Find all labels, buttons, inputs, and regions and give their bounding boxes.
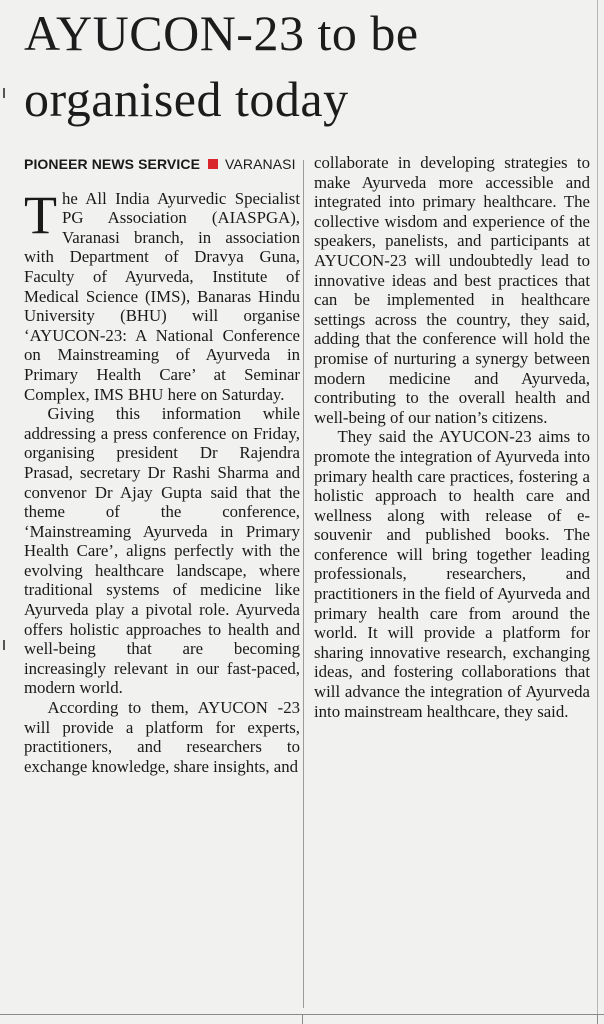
column-divider: [303, 160, 304, 1008]
byline: [24, 155, 300, 175]
article-paragraph: The All India Ayurvedic Specialist PG Association (AIASPGA), Varanasi branch, in association with Department of Dravya Guna, Faculty of Ayurveda, Institute of Medical Science (IMS), Banaras Hindu University (BHU) will organise ‘AYUCON-23: A National Conference on Mainstreaming of Ayurveda in Primary Health Care’ at Seminar Complex, IMS BHU here on Saturday.: [24, 184, 300, 404]
article-paragraph: Giving this information while addressing a press conference on Friday, organising president Dr Rajendra Prasad, secretary Dr Rashi Sharma and convenor Dr Ajay Gupta said that the theme of the conference, ‘Mainstreaming Ayurveda in Primary Health Care’, aligns perfectly with the evolving healthcare landscape, where traditional systems of medicine like Ayurveda play a pivotal role. Ayurveda offers holistic approaches to health and well-being that are becoming increasingly relevant in our fast-paced, modern world.: [24, 404, 300, 698]
article-paragraph: They said the AYUCON-23 aims to promote the integration of Ayurveda into primary health care practices, fostering a holistic approach to health care and wellness along with release of e-souvenir and published books. The conference will bring together leading professionals, researchers, and practitioners in the field of Ayurveda and primary health care from around the world. It will provide a platform for sharing innovative research, exchanging ideas, and fostering collaborations that will advance the integration of Ayurveda into mainstream healthcare, they said.: [314, 427, 590, 721]
scan-margin-mark: [3, 88, 5, 98]
article-paragraph: According to them, AYUCON -23 will provide a platform for experts, practitioners, and researchers to exchange knowledge, share insights, and: [24, 698, 300, 776]
bottom-tick: [302, 1014, 303, 1024]
article-paragraph: collaborate in developing strategies to make Ayurveda more accessible and integrated into primary healthcare. The collective wisdom and experience of the speakers, panelists, and participants at AYUCON-23 will undoubtedly lead to innovative ideas and best practices that can be implemented in healthcare settings across the country, they said, adding that the conference will hold the promise of nurturing a synergy between modern medicine and Ayurveda, contributing to the overall health and well-being of our nation’s citizens.: [314, 153, 590, 427]
dropcap: T: [24, 184, 57, 245]
right-column: [314, 153, 590, 721]
left-column: [24, 155, 300, 776]
scan-margin-mark: [3, 640, 5, 650]
red-square-icon: [208, 159, 218, 169]
byline-agency: PIONEER NEWS SERVICE: [24, 156, 201, 172]
page-edge-line: [597, 0, 598, 1014]
bottom-tick: [597, 1014, 598, 1024]
byline-place: VARANASI: [225, 156, 296, 172]
headline: AYUCON-23 to be organised today: [24, 5, 419, 127]
